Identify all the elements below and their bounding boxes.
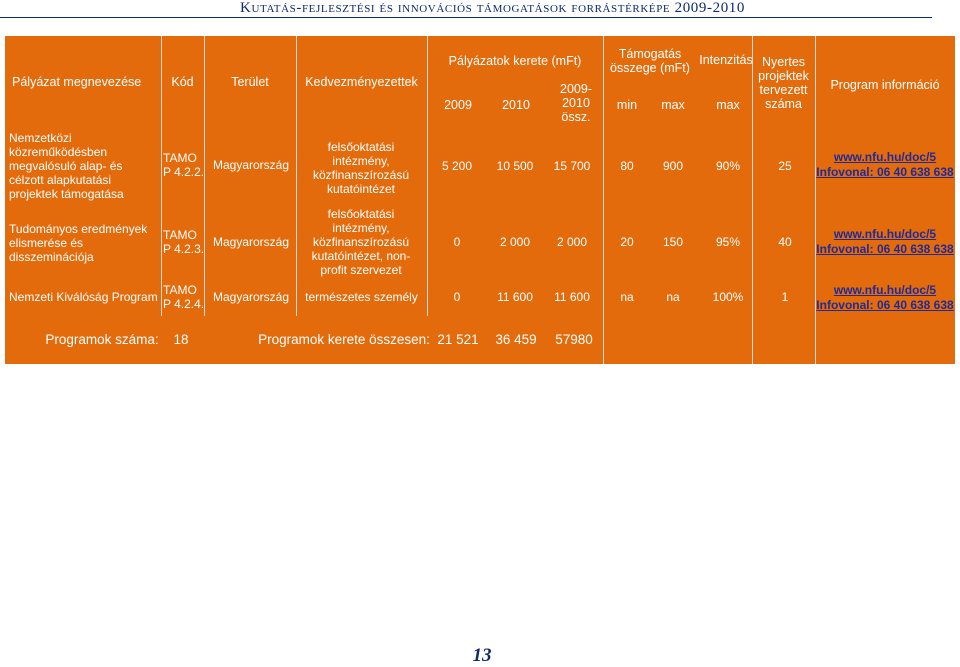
row-3-info-phone[interactable]: Infovonal: 06 40 638 638 bbox=[816, 298, 954, 312]
row-2-beneficiaries: felsőoktatási intézmény, közfinanszírozású kutatóintézet, non-profit szervezet bbox=[311, 207, 411, 277]
column-divider bbox=[427, 36, 428, 316]
header-intensity-group: Intenzitás bbox=[699, 53, 753, 67]
header-budget-2010: 2010 bbox=[502, 98, 530, 112]
header-beneficiaries: Kedvezményezettek bbox=[305, 75, 418, 89]
row-2-winners: 40 bbox=[778, 235, 792, 249]
header-budget-total: 2009-2010 össz. bbox=[560, 82, 592, 124]
summary-total-2010: 36 459 bbox=[495, 332, 537, 347]
row-3-budget-2010: 11 600 bbox=[497, 290, 533, 304]
row-3-code: TAMO P 4.2.4. bbox=[163, 283, 205, 311]
row-2-code: TAMO P 4.2.3. bbox=[163, 228, 205, 256]
row-1-support-max: 900 bbox=[662, 159, 684, 173]
row-1-info-link[interactable]: www.nfu.hu/doc/5 bbox=[833, 150, 937, 164]
row-1-budget-2009: 5 200 bbox=[441, 159, 473, 173]
document-header-title: Kutatás-fejlesztési és innovációs támogatások forrástérképe 2009-2010 bbox=[240, 0, 745, 16]
page-number: 13 bbox=[472, 645, 492, 666]
row-1-winners: 25 bbox=[778, 159, 792, 173]
row-1-intensity: 90% bbox=[715, 159, 741, 173]
summary-budget-label: Programok kerete összesen: bbox=[258, 332, 430, 347]
header-intensity-max: max bbox=[716, 98, 740, 112]
row-1-budget-2010: 10 500 bbox=[496, 159, 534, 173]
row-1-program-name: Nemzetközi közreműködésben megvalósuló alap- és célzott alapkutatási projektek támogatása bbox=[9, 131, 124, 201]
row-2-budget-2009: 0 bbox=[453, 235, 461, 249]
row-2-budget-2010: 2 000 bbox=[499, 235, 531, 249]
header-program-name: Pályázat megnevezése bbox=[12, 75, 142, 89]
row-3-territory: Magyarország bbox=[212, 290, 290, 304]
header-support-min: min bbox=[616, 98, 638, 112]
row-2-territory: Magyarország bbox=[212, 235, 290, 249]
header-territory: Terület bbox=[231, 75, 269, 89]
row-3-budget-2009: 0 bbox=[453, 290, 461, 304]
row-3-beneficiaries: természetes személy bbox=[305, 290, 418, 304]
summary-program-count: 18 bbox=[173, 332, 189, 347]
header-budget-group: Pályázatok kerete (mFt) bbox=[448, 54, 582, 68]
row-1-budget-total: 15 700 bbox=[553, 159, 591, 173]
header-support-max: max bbox=[661, 98, 685, 112]
summary-program-count-label: Programok száma: bbox=[45, 332, 159, 347]
row-1-info-phone[interactable]: Infovonal: 06 40 638 638 bbox=[816, 165, 954, 179]
row-2-support-max: 150 bbox=[662, 235, 684, 249]
row-2-info-phone[interactable]: Infovonal: 06 40 638 638 bbox=[816, 242, 954, 256]
row-3-info-link[interactable]: www.nfu.hu/doc/5 bbox=[833, 283, 937, 297]
row-2-budget-total: 2 000 bbox=[556, 235, 588, 249]
header-code: Kód bbox=[171, 75, 194, 89]
row-2-program-name: Tudományos eredmények elismerése és disszeminációja bbox=[9, 222, 148, 264]
column-divider bbox=[603, 316, 604, 364]
column-divider bbox=[603, 36, 604, 316]
summary-total-all: 57980 bbox=[555, 332, 593, 347]
row-1-territory: Magyarország bbox=[212, 158, 290, 172]
row-1-beneficiaries: felsőoktatási intézmény, közfinanszírozású kutatóintézet bbox=[312, 140, 410, 196]
header-support-group: Támogatás összege (mFt) bbox=[610, 47, 690, 75]
row-2-info-link[interactable]: www.nfu.hu/doc/5 bbox=[833, 227, 937, 241]
header-rule bbox=[0, 17, 932, 18]
row-3-intensity: 100% bbox=[712, 290, 744, 304]
row-1-code: TAMO P 4.2.2. bbox=[163, 151, 205, 179]
row-3-support-min: na bbox=[620, 290, 634, 304]
header-program-info: Program információ bbox=[830, 78, 940, 92]
row-3-winners: 1 bbox=[781, 290, 789, 304]
row-3-support-max: na bbox=[666, 290, 680, 304]
column-divider bbox=[815, 316, 816, 364]
summary-total-2009: 21 521 bbox=[437, 332, 479, 347]
row-3-program-name: Nemzeti Kiválóság Program bbox=[9, 290, 158, 304]
header-winners: Nyertes projektek tervezett száma bbox=[758, 55, 809, 111]
row-1-support-min: 80 bbox=[620, 159, 634, 173]
row-3-budget-total: 11 600 bbox=[554, 290, 590, 304]
row-2-intensity: 95% bbox=[715, 235, 741, 249]
header-budget-2009: 2009 bbox=[444, 98, 472, 112]
column-divider bbox=[752, 316, 753, 364]
row-2-support-min: 20 bbox=[620, 235, 634, 249]
